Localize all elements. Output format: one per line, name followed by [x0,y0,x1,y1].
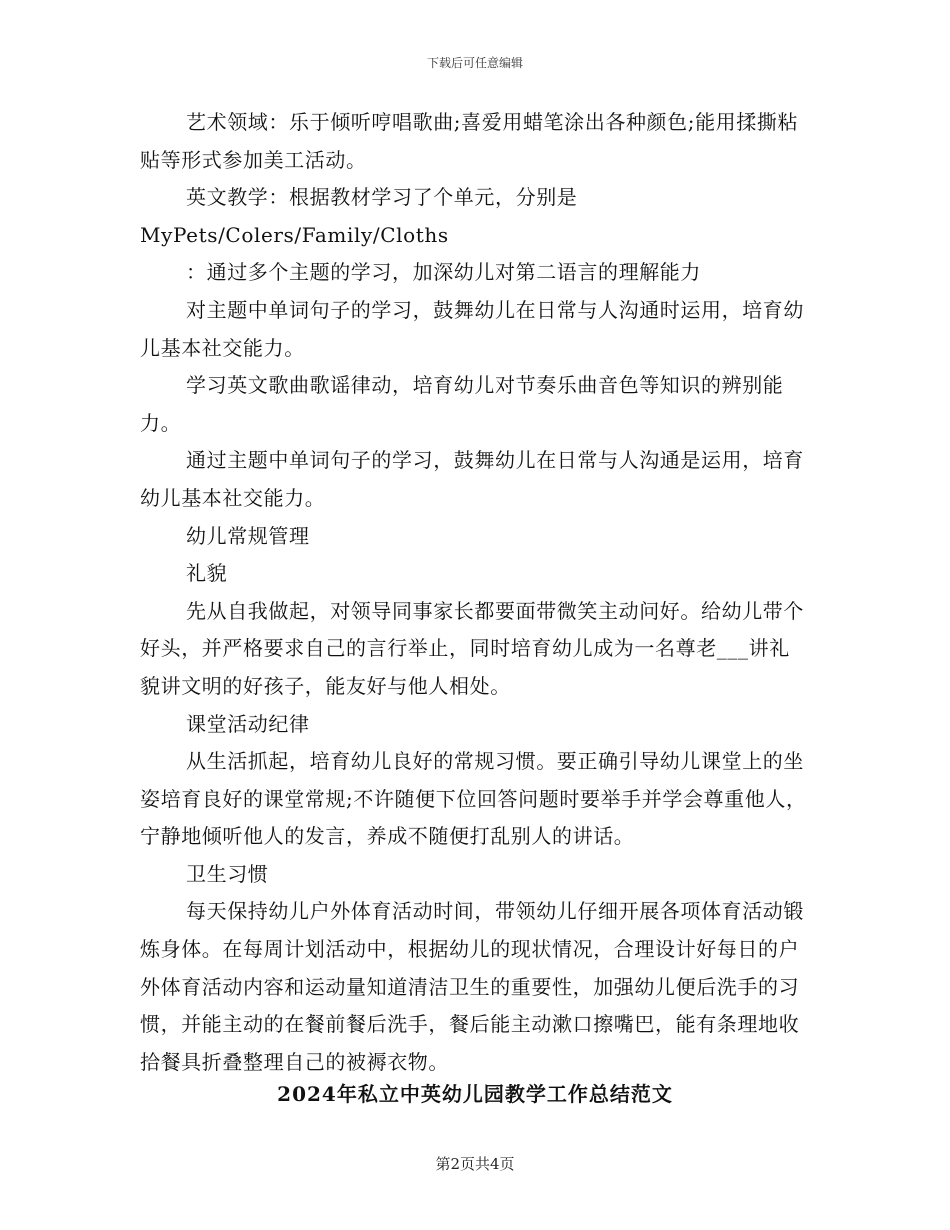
paragraph-vocab: 对主题中单词句子的学习，鼓舞幼儿在日常与人沟通时运用，培育幼儿基本社交能力。 [140,297,804,360]
heading-routine: 幼儿常规管理 [186,523,310,548]
paragraph-discipline: 从生活抓起，培育幼儿良好的常规习惯。要正确引导幼儿课堂上的坐姿培育良好的课堂常规;不许随便下位回答问题时要举手并学会尊重他人，宁静地倾听他人的发言，养成不随便打乱别人的讲话。 [140,749,807,849]
paragraph-social: 通过主题中单词句子的学习，鼓舞幼儿在日常与人沟通是运用，培育幼儿基本社交能力。 [140,448,804,510]
heading-discipline: 课堂活动纪律 [186,711,310,736]
paragraph-songs: 学习英文歌曲歌谣律动，培育幼儿对节奏乐曲音色等知识的辨别能力。 [140,373,784,435]
heading-manners: 礼貌 [186,561,228,586]
paragraph-manners: 先从自我做起，对领导同事家长都要面带微笑主动问好。给幼儿带个好头，并严格要求自己的言行举止，同时培育幼儿成为一名尊老___讲礼貌讲文明的好孩子，能友好与他人相处。 [140,598,804,698]
paragraph-hygiene: 每天保持幼儿户外体育活动时间，带领幼儿仔细开展各项体育活动锻炼身体。在每周计划活动中，根据幼儿的现状情况，合理设计好每日的户外体育活动内容和运动量知道清洁卫生的重要性，加强幼儿便后洗手的习惯，并能主动的在餐前餐后洗手，餐后能主动漱口擦嘴巴，能有条理地收拾餐具折叠整理自己的被褥衣物。 [140,899,804,1074]
heading-hygiene: 卫生习惯 [186,861,269,886]
paragraph-english-units: 英文教学：根据教材学习了个单元，分别是MyPets/Colers/Family/Cloths [140,185,578,247]
header-note: 下载后可任意编辑 [426,56,523,70]
paragraph-second-language: ：通过多个主题的学习，加深幼儿对第二语言的理解能力 [186,260,701,285]
paragraph-art: 艺术领域：乐于倾听哼唱歌曲;喜爱用蜡笔涂出各种颜色;能用揉撕粘贴等形式参加美工活动。 [140,110,799,172]
page-number: 第2页共4页 [435,1155,515,1173]
document-body [140,104,808,1081]
document-title: 2024年私立中英幼儿园教学工作总结范文 [277,1082,673,1106]
